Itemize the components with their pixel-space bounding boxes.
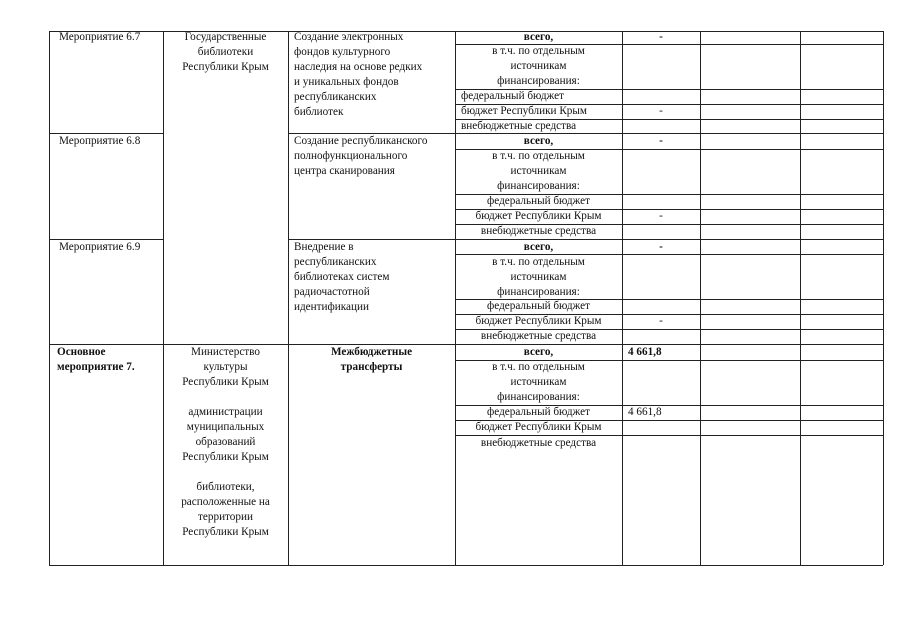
regional-value: - bbox=[659, 105, 663, 117]
measure-name-line: трансферты bbox=[340, 361, 403, 373]
col-border bbox=[800, 31, 801, 565]
measure-name-line: наследия на основе редких bbox=[294, 61, 423, 73]
source-regional: бюджет Республики Крым bbox=[475, 210, 602, 222]
col-border bbox=[49, 31, 50, 565]
executor-line: Республики Крым bbox=[182, 526, 269, 538]
source-extrabudgetary: внебюджетные средства bbox=[480, 330, 597, 342]
source-federal: федеральный бюджет bbox=[487, 300, 590, 312]
federal-value: 4 661,8 bbox=[628, 406, 662, 418]
executor-line: образований bbox=[195, 436, 256, 448]
measure-name-line: радиочастотной bbox=[294, 286, 370, 298]
source-subheading: финансирования: bbox=[497, 286, 580, 298]
main-measure-code: мероприятие 7. bbox=[57, 361, 135, 373]
main-measure-code: Основное bbox=[57, 346, 106, 358]
executor-line: Республики Крым bbox=[182, 451, 269, 463]
executor-line: территории bbox=[198, 511, 253, 523]
executor-line: культуры bbox=[203, 361, 248, 373]
source-regional: бюджет Республики Крым bbox=[475, 421, 602, 433]
measure-name-line: Создание республиканского bbox=[294, 135, 428, 147]
measure-name-line: республиканских bbox=[294, 91, 377, 103]
executor-line: муниципальных bbox=[186, 421, 265, 433]
source-subheading: финансирования: bbox=[497, 180, 580, 192]
source-subheading: источникам bbox=[510, 60, 567, 72]
source-subheading: в т.ч. по отдельным bbox=[492, 361, 585, 373]
source-federal: федеральный бюджет bbox=[487, 195, 590, 207]
total-value: 4 661,8 bbox=[628, 346, 662, 358]
executor-line: Республики Крым bbox=[182, 61, 269, 73]
regional-value: - bbox=[659, 210, 663, 222]
measure-name-line: центра сканирования bbox=[294, 165, 395, 177]
source-subheading: в т.ч. по отдельным bbox=[492, 150, 585, 162]
measure-code: Мероприятие 6.8 bbox=[59, 135, 141, 147]
col-border bbox=[288, 31, 289, 565]
measure-name-line: и уникальных фондов bbox=[294, 76, 399, 88]
source-total: всего, bbox=[523, 31, 554, 43]
measure-name-line: республиканских bbox=[294, 256, 377, 268]
executor-line: библиотеки bbox=[197, 46, 254, 58]
executor-line: библиотеки, bbox=[196, 481, 255, 493]
source-extrabudgetary: внебюджетные средства bbox=[461, 120, 577, 132]
executor-line: Министерство bbox=[191, 346, 260, 358]
source-federal: федеральный бюджет bbox=[461, 90, 564, 102]
measure-code: Мероприятие 6.7 bbox=[59, 31, 141, 43]
executor-line: расположенные на bbox=[181, 496, 270, 508]
executor-line: Республики Крым bbox=[182, 376, 269, 388]
source-extrabudgetary: внебюджетные средства bbox=[480, 225, 597, 237]
table-bottom-border bbox=[49, 565, 883, 566]
source-subheading: источникам bbox=[510, 376, 567, 388]
measure-name-line: библиотеках систем bbox=[294, 271, 390, 283]
source-regional: бюджет Республики Крым bbox=[475, 315, 602, 327]
source-subheading: в т.ч. по отдельным bbox=[492, 45, 585, 57]
source-total: всего, bbox=[523, 346, 554, 358]
regional-value: - bbox=[659, 315, 663, 327]
col-border bbox=[883, 31, 884, 565]
total-value: - bbox=[659, 135, 663, 147]
total-value: - bbox=[659, 241, 663, 253]
source-subheading: источникам bbox=[510, 271, 567, 283]
source-subheading: в т.ч. по отдельным bbox=[492, 256, 585, 268]
measure-name-line: Внедрение в bbox=[294, 241, 354, 253]
measure-name-line: библиотек bbox=[294, 106, 344, 118]
executor-line: Государственные bbox=[184, 31, 267, 43]
source-regional: бюджет Республики Крым bbox=[461, 105, 587, 117]
measure-name-line: фондов культурного bbox=[294, 46, 391, 58]
source-subheading: финансирования: bbox=[497, 391, 580, 403]
measure-code: Мероприятие 6.9 bbox=[59, 241, 141, 253]
measure-name-line: Создание электронных bbox=[294, 31, 404, 43]
source-subheading: источникам bbox=[510, 165, 567, 177]
executor-line: администрации bbox=[188, 406, 263, 418]
measure-name-line: полнофункционального bbox=[294, 150, 408, 162]
source-total: всего, bbox=[523, 135, 554, 147]
source-total: всего, bbox=[523, 241, 554, 253]
source-subheading: финансирования: bbox=[497, 75, 580, 87]
source-extrabudgetary: внебюджетные средства bbox=[480, 437, 597, 449]
measure-name-line: идентификации bbox=[294, 301, 369, 313]
source-federal: федеральный бюджет bbox=[487, 406, 590, 418]
total-value: - bbox=[659, 31, 663, 43]
measure-name-line: Межбюджетные bbox=[330, 346, 413, 358]
col-border bbox=[700, 31, 701, 565]
